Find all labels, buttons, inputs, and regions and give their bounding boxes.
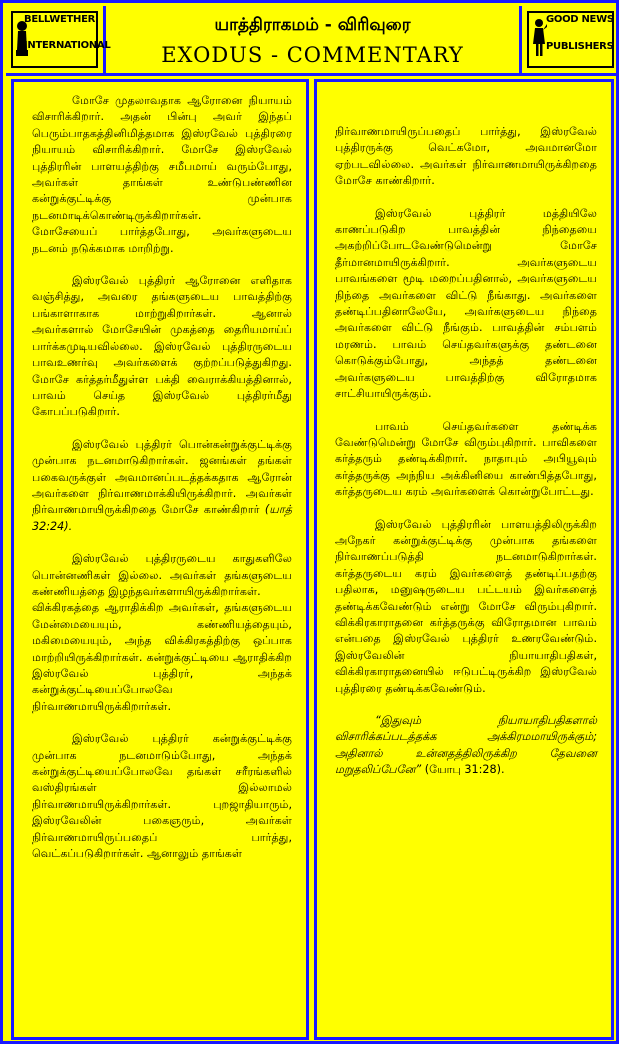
good-news-logo [519, 6, 619, 73]
left-paragraph-5: இஸ்ரவேல் புத்திரர் கன்றுக்குட்டிக்கு முன்பாக நடனமாடும்போது, அந்தக் கன்றுக்குட்டியைப்போலவே தங்கள் சரீரங்களில் வஸ்திரங்கள் இல்லாமல் நிர்வாணமாயிருக்கிறார்கள். புறஜாதியாரும், இஸ்ரவேலின் பகைஞரும், அவர்கள் நிர்வாணமாயிருப்பதைப் பார்த்து, வெட்கப்படுகிறார்கள். ஆனாலும் தாங்கள் [32, 732, 292, 861]
right-paragraph-1: நிர்வாணமாயிருப்பதைப் பார்த்து, இஸ்ரவேல் புத்திரருக்கு வெட்கமோ, அவமானமோ ஏற்படவில்லை. அவர்கள் நிர்வாணமாயிருக்கிறதை மோசே காண்கிறார். [335, 125, 597, 188]
good-news-logo-text [546, 13, 614, 53]
right-paragraph-5-reference: (யோபு 31:28). [424, 763, 505, 777]
bellwether-logo-text [24, 13, 110, 52]
left-paragraph-3 [32, 437, 292, 535]
good-news-herald-icon [531, 18, 547, 58]
left-paragraph-2: இஸ்ரவேல் புத்திரர் ஆரோனை எளிதாக வஞ்சித்து, அவரை தங்களுடைய பாவத்திற்கு பங்காளாகாக மாற்றுகிறார்கள். ஆனால் அவர்களால் மோசேயின் முகத்தை தைரியமாய்ப் பார்க்கமுடியவில்லை. இஸ்ரவேல் புத்திரருடைய பாவஉணர்வு அவர்களைக் குற்றப்படுத்துகிறது. மோசே கர்த்தர்மீதுள்ள பக்தி வைராக்கியத்தினால், பாவம் செய்த இஸ்ரவேல் புத்திரர்மீது கோபப்படுகிறார். [32, 274, 292, 419]
right-text-column [314, 79, 614, 1040]
right-paragraph-4: இஸ்ரவேல் புத்திரரின் பாளயத்திலிருக்கிற அநேகர் கன்றுக்குட்டிக்கு முன்பாக தங்களை நிர்வாணப்படுத்தி நடனமாடுகிறார்கள். கர்த்தருடைய கரம் இவர்களைத் தண்டிப்பதற்கு பதிலாக, மனுஷருடைய பட்டயம் இவர்களைத் தண்டிக்கவேண்டும் என்று மோசே விரும்புகிறார். விக்கிரகாராதனை கர்த்தருக்கு விரோதமான பாவம் என்பதை இஸ்ரவேல் புத்திரர் உணரவேண்டும். இஸ்ரவேலின் நியாயாதிபதிகள், விக்கிரகாராதனையில் ஈடுபட்டிருக்கிற இஸ்ரவேல் புத்திரரை தண்டிக்கவேண்டும். [335, 517, 597, 695]
left-paragraph-4: இஸ்ரவேல் புத்திரருடைய காதுகளிலே பொன்னணிகள் இல்லை. அவர்கள் தங்களுடைய கண்ணியத்தை இழந்தவர்களாயிருக்கிறார்கள். [32, 552, 292, 598]
page-header [6, 6, 619, 76]
bellwether-logo-line1: BELLWETHER [24, 14, 96, 25]
good-news-logo-line1: GOOD NEWS [546, 14, 614, 25]
page-title-english: EXODUS - COMMENTARY [161, 43, 464, 67]
right-paragraph-3: பாவம் செய்தவர்களை தண்டிக்க வேண்டுமென்று மோசே விரும்புகிறார். பாவிகளை கர்த்தரும் தண்டிக்கிறார். நாதாபும் அபியூவும் கர்த்தருக்கு அந்நிய அக்கினியை காண்பித்தபோது, கர்த்தருடைய கரம் அவர்களைக் கொன்றுபோட்டது. [335, 419, 597, 499]
left-paragraph-1b: மோசேயைப் பார்த்தபோது, அவர்களுடைய நடனம் நடுக்கமாக மாறிற்று. [32, 225, 292, 255]
left-paragraph-4b: விக்கிரகத்தை ஆராதிக்கிற அவர்கள், தங்களுடைய மேன்மையையும், கண்ணியத்தையும், மகிமையையும், அந்த விக்கிரகத்திற்கு ஒப்பாக மாற்றியிருக்கிறார்கள். கன்றுக்குட்டியை ஆராதிக்கிற இஸ்ரவேல் புத்திரர், அந்தக் கன்றுக்குட்டியைப்போலவே நிர்வாணமாயிருக்கிறார்கள். [32, 601, 292, 713]
good-news-logo-line2: PUBLISHERS [546, 41, 614, 52]
left-text-column [11, 79, 309, 1040]
left-paragraph-3-text: இஸ்ரவேல் புத்திரர் பொன்கன்றுக்குட்டிக்கு முன்பாக நடனமாடுகிறார்கள். ஜனங்கள் தங்கள் பகைவருக்குள் அவமானப்படத்தக்கதாக ஆரோன் அவர்களை நிர்வாணமாக்கியிருக்கிறார். அவர்கள் நிர்வாணமாயிருக்கிறதை மோசே காண்கிறார் [32, 437, 292, 517]
bellwether-logo-line2: INTERNATIONAL [24, 40, 111, 51]
left-paragraph-3-reference: (யாத் 32:24). [32, 503, 293, 533]
page-title-tamil: யாத்திராகமம் - விரிவுரை [214, 15, 411, 35]
title-area [106, 6, 519, 73]
right-paragraph-2: இஸ்ரவேல் புத்திரர் மத்தியிலே காணப்படுகிற பாவத்தின் நிந்தையை அகற்றிப்போடவேண்டுமென்று மோசே தீர்மானமாயிருக்கிறார். அவர்களுடைய பாவங்களை மூடி மறைப்பதினால், அவர்களுடைய நிந்தை அவர்களை விட்டு நீங்காது. அவர்களை தண்டிப்பதினாலேயே, அவர்களுடைய நிந்தை அவர்களை விட்டு நீங்கும். பாவத்தின் சம்பளம் மரணம். பாவம் செய்தவர்களுக்கு தண்டனை கொடுக்கும்போது, அந்தத் தண்டனை அவர்களுடைய பாவத்திற்கு விரோதமாக சாட்சியாயிருக்கும். [335, 206, 597, 401]
right-paragraph-5-quote: “இதுவும் நியாயாதிபதிகளால் விசாரிக்கப்படத்தக்க அக்கிரமமாயிருக்கும்; அதினால் உன்னதத்திலிருக்கிற தேவனை மறுதலிப்பேனே” [335, 714, 597, 777]
bellwether-logo [6, 6, 111, 73]
right-paragraph-5 [335, 713, 597, 779]
left-paragraph-1: மோசே முதலாவதாக ஆரோனை நியாயம் விசாரிக்கிறார். அதன் பின்பு அவர் இந்தப் பெரும்பாதகத்தினிமித்தமாக இஸ்ரவேல் புத்திரரை நியாயம் விசாரிக்கிறார். மோசே இஸ்ரவேல் புத்திரரின் பாளயத்திற்கு சமீபமாய் வரும்போது, அவர்கள் தாங்கள் உண்டுபண்ணின கன்றுக்குட்டிக்கு முன்பாக நடனமாடிக்கொண்டிருக்கிறார்கள். [32, 94, 292, 222]
